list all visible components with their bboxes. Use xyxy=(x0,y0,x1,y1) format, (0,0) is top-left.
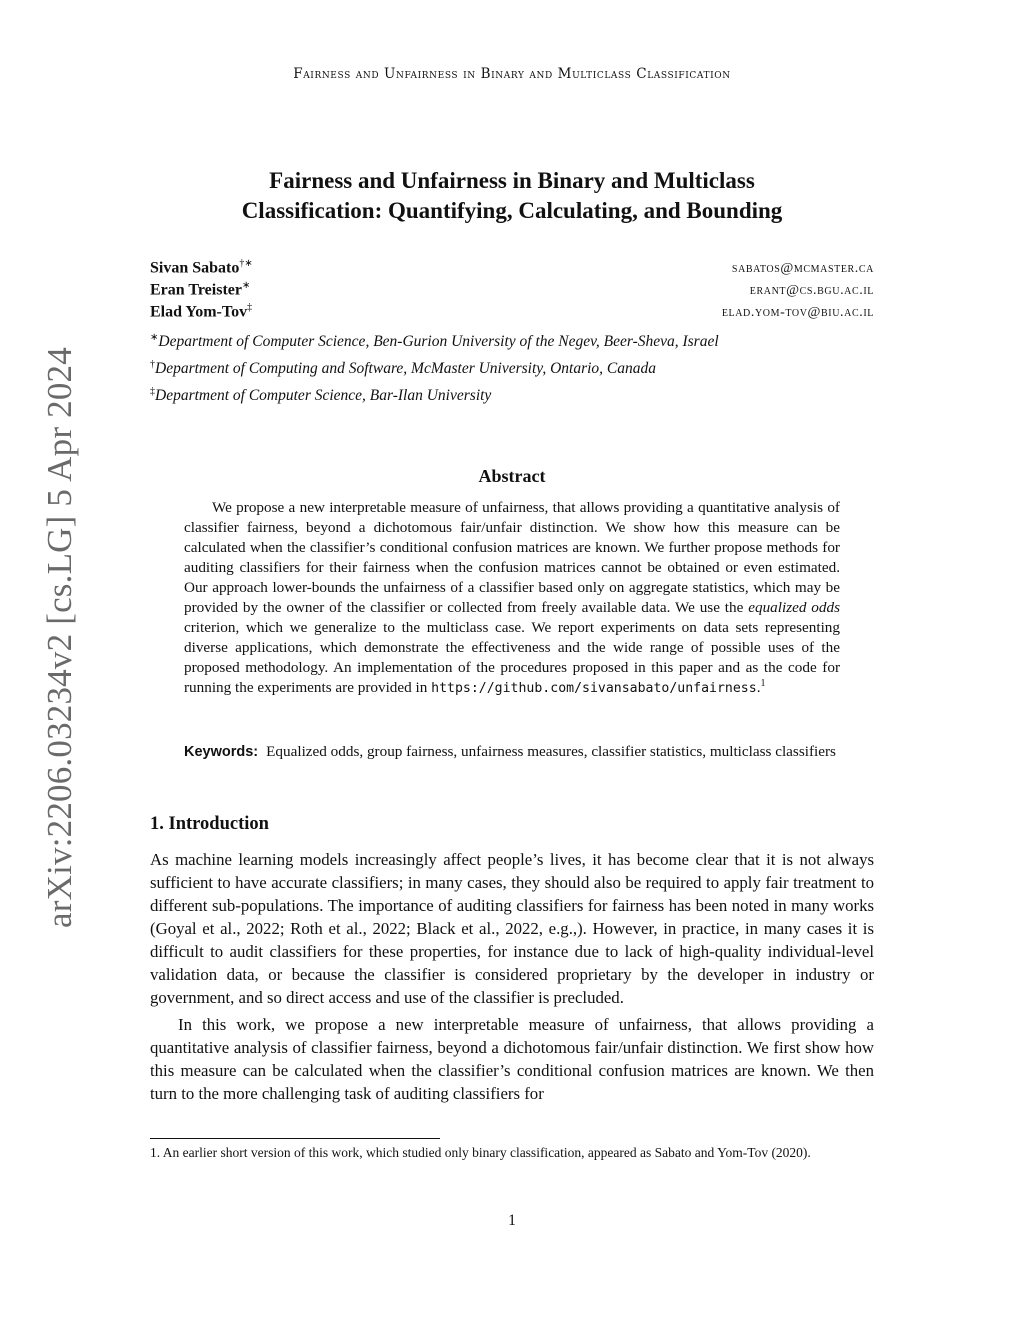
affiliation: †Department of Computing and Software, McMaster University, Ontario, Canada xyxy=(150,359,656,378)
author-row xyxy=(150,280,874,302)
abstract-text: We propose a new interpretable measure of unfairness, that allows providing a quantitative analysis of classifier fairness, beyond a dichotomous fair/unfair distinction. We show how this measure can be calculated when the classifier’s conditional confusion matrices are known. We further propose methods for auditing classifiers for their fairness when the confusion matrices cannot be obtained or even estimated. Our approach lower-bounds the unfairness of a classifier based only on aggregate statistics, which may be provided by the owner of the classifier or collected from freely available data. We use the equalized odds criterion, which we generalize to the multiclass case. We report experiments on data sets representing diverse applications, which demonstrate the effectiveness and the wide range of possible uses of the proposed methodology. An implementation of the procedures proposed in this paper and as the code for running the experiments are provided in https://github.com/sivansabato/unfairness.$^1$ xyxy=(184,499,840,696)
running-head: Fairness and Unfairness in Binary and Multiclass Classification xyxy=(293,66,731,82)
paragraph: As machine learning models increasingly affect people’s lives, it has become clear that it is not always sufficient to have accurate classifiers; in many cases, they should also be required to apply fair treatment to different sub-populations. The importance of auditing classifiers for fairness has been noted in many works (Goyal et al., 2022; Roth et al., 2022; Black et al., 2022, e.g.,). However, in practice, in many cases it is difficult to audit classifiers for these properties, for instance due to lack of high-quality individual-level validation data, or because the classifier is considered proprietary by the developer in industry or government, and so direct access and use of the classifier is precluded. xyxy=(150,850,874,1007)
footnote-ref[interactable]: 1 xyxy=(760,677,766,689)
footnote-number: 1. xyxy=(150,1145,161,1160)
title-line-1: Fairness and Unfairness in Binary and Multiclass xyxy=(269,168,755,193)
code-url-link[interactable]: https://github.com/sivansabato/unfairness xyxy=(431,681,757,696)
author-name: Elad Yom-Tov‡ xyxy=(150,302,253,321)
author-list xyxy=(150,258,874,324)
footnote-rule xyxy=(150,1138,440,1139)
author-name: Sivan Sabato†∗ xyxy=(150,258,253,277)
affiliation: ∗Department of Computer Science, Ben-Gurion University of the Negev, Beer-Sheva, Israel xyxy=(150,332,719,351)
author-email[interactable]: elad.yom-tov@biu.ac.il xyxy=(721,305,874,321)
abstract-heading: Abstract xyxy=(478,466,546,486)
title-line-2: Classification: Quantifying, Calculating, and Bounding xyxy=(241,198,783,223)
author-row xyxy=(150,258,874,280)
author-email[interactable]: erant@cs.bgu.ac.il xyxy=(749,283,874,299)
author-name: Eran Treister∗ xyxy=(150,280,251,299)
keywords xyxy=(184,742,840,762)
keywords-label: Keywords: xyxy=(184,744,259,760)
section-heading: 1. Introduction xyxy=(150,814,269,834)
footnote xyxy=(150,1144,874,1162)
paragraph: In this work, we propose a new interpretable measure of unfairness, that allows providing a quantitative analysis of classifier fairness, beyond a dichotomous fair/unfair distinction. We first show how this measure can be calculated when the classifier’s conditional confusion matrices are known. We then turn to the more challenging task of auditing classifiers for xyxy=(150,1015,874,1103)
paper-title xyxy=(150,166,874,226)
author-marks: †∗ xyxy=(239,258,253,269)
section-body xyxy=(150,848,874,1105)
abstract-italic-term: equalized odds xyxy=(748,599,840,616)
page-number: 1 xyxy=(508,1212,516,1229)
author-marks: ‡ xyxy=(247,302,253,313)
arxiv-stamp: arXiv:2206.03234v2 [cs.LG] 5 Apr 2024 xyxy=(40,347,79,928)
author-row xyxy=(150,302,874,324)
author-marks: ∗ xyxy=(241,280,251,291)
affiliation-list xyxy=(150,326,880,407)
keywords-text: Equalized odds, group fairness, unfairness measures, classifier statistics, multiclass classifiers xyxy=(266,743,836,760)
footnote-text: An earlier short version of this work, which studied only binary classification, appeared as Sabato and Yom-Tov (2020). xyxy=(162,1145,811,1160)
affiliation: ‡Department of Computer Science, Bar-Ilan University xyxy=(150,386,492,405)
author-email[interactable]: sabatos@mcmaster.ca xyxy=(731,261,874,277)
